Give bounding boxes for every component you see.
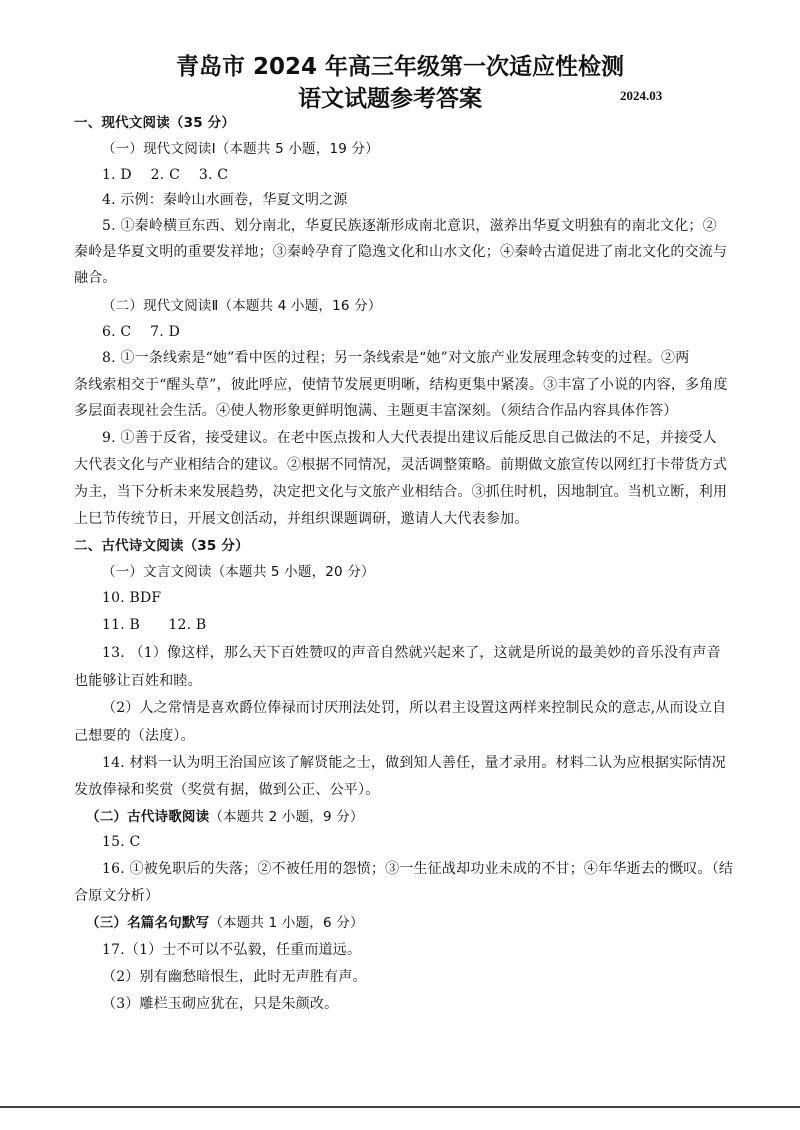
answer-13-line-2: 也能够让百姓和睦。 <box>74 673 202 689</box>
answer-13-line-1: 13. （1）像这样，那么天下百姓赞叹的声音自然就兴起来了，这就是所说的最美妙的音乐没有声音 <box>102 645 721 661</box>
answer-8-line-3: 多层面表现社会生活。④使人物形象更鲜明饱满、主题更丰富深刻。（须结合作品内容具体作答） <box>74 403 678 419</box>
answer-5-line-1: 5. ①秦岭横亘东西、划分南北，华夏民族逐渐形成南北意识，滋养出华夏文明独有的南北文化；② <box>102 218 717 234</box>
answer-11-12: 11. B 12. B <box>102 617 207 633</box>
subsection-heading-classical-prose: （一）文言文阅读（本题共 5 小题，20 分） <box>102 564 375 580</box>
document-subtitle: 语文试题参考答案 <box>298 86 482 112</box>
page-bottom-divider <box>0 1106 800 1108</box>
answer-17-1: 17.（1）士不可以不弘毅，任重而道远。 <box>102 942 362 958</box>
answer-17-3: （3）雕栏玉砌应犹在，只是朱颜改。 <box>102 996 339 1012</box>
subsection-note: （本题共 1 小题，6 分） <box>209 915 364 931</box>
document-date: 2024.03 <box>620 88 663 103</box>
answer-9-line-4: 上巳节传统节日，开展文创活动，并组织课题调研，邀请人大代表参加。 <box>74 511 529 527</box>
subsection-heading-modern-reading-2: （二）现代文阅读Ⅱ（本题共 4 小题，16 分） <box>102 298 382 314</box>
subsection-title: （三）名篇名句默写 <box>86 915 210 931</box>
subsection-heading-modern-reading-1: （一）现代文阅读Ⅰ（本题共 5 小题，19 分） <box>102 141 379 157</box>
answer-1-3: 1. D 2. C 3. C <box>102 167 229 183</box>
section-heading-classical-reading: 二、古代诗文阅读（35 分） <box>74 538 249 554</box>
answer-9-line-3: 为主，当下分析未来发展趋势，决定把文化与文旅产业相结合。③抓住时机，因地制宜。当机立断，利用 <box>74 484 728 500</box>
answer-5-line-2: 秦岭是华夏文明的重要发祥地；③秦岭孕育了隐逸文化和山水文化；④秦岭古道促进了南北文化的交流与 <box>74 244 728 260</box>
answer-17-2: （2）别有幽愁暗恨生，此时无声胜有声。 <box>102 969 367 985</box>
answer-13-line-3: （2）人之常情是喜欢爵位俸禄而讨厌刑法处罚，所以君主设置这两样来控制民众的意志,从而设立自 <box>102 700 727 716</box>
answer-14-line-1: 14. 材料一认为明王治国应该了解贤能之士，做到知人善任，量才录用。材料二认为应根据实际情况 <box>102 755 726 771</box>
answer-16-line-1: 16. ①被免职后的失落；②不被任用的怨愤；③一生征战却功业未成的不甘；④年华逝去的慨叹。（结 <box>102 861 734 877</box>
answer-15: 15. C <box>102 834 141 850</box>
subsection-heading-classical-poetry <box>86 808 364 826</box>
subsection-heading-famous-lines <box>86 914 364 932</box>
answer-5-line-3: 融合。 <box>74 270 117 286</box>
section-heading-modern-reading: 一、现代文阅读（35 分） <box>74 115 236 131</box>
subsection-note: （本题共 2 小题，9 分） <box>209 809 364 825</box>
answer-8-line-1: 8. ①一条线索是“她”看中医的过程；另一条线索是“她”对文旅产业发展理念转变的过程。②两 <box>102 350 690 366</box>
answer-8-line-2: 条线索相交于“醒头草”，彼此呼应，使情节发展更明晰，结构更集中紧凑。③丰富了小说的内容，多角度 <box>74 377 728 393</box>
answer-6-7: 6. C 7. D <box>102 324 181 340</box>
subsection-title: （二）古代诗歌阅读 <box>86 809 210 825</box>
answer-9-line-2: 大代表文化与产业相结合的建议。②根据不同情况，灵活调整策略。前期做文旅宣传以网红打卡带货方式 <box>74 457 728 473</box>
answer-13-line-4: 己想要的（法度）。 <box>74 728 195 744</box>
answer-4: 4. 示例：秦岭山水画卷，华夏文明之源 <box>102 192 348 208</box>
answer-9-line-1: 9. ①善于反省，接受建议。在老中医点拨和人大代表提出建议后能反思自己做法的不足，并接受人 <box>102 430 717 446</box>
answer-14-line-2: 发放俸禄和奖赏（奖赏有据，做到公正、公平）。 <box>74 782 380 798</box>
answer-16-line-2: 合原文分析） <box>74 888 160 904</box>
document-title: 青岛市 2024 年高三年级第一次适应性检测 <box>175 54 625 80</box>
answer-10: 10. BDF <box>102 590 162 606</box>
